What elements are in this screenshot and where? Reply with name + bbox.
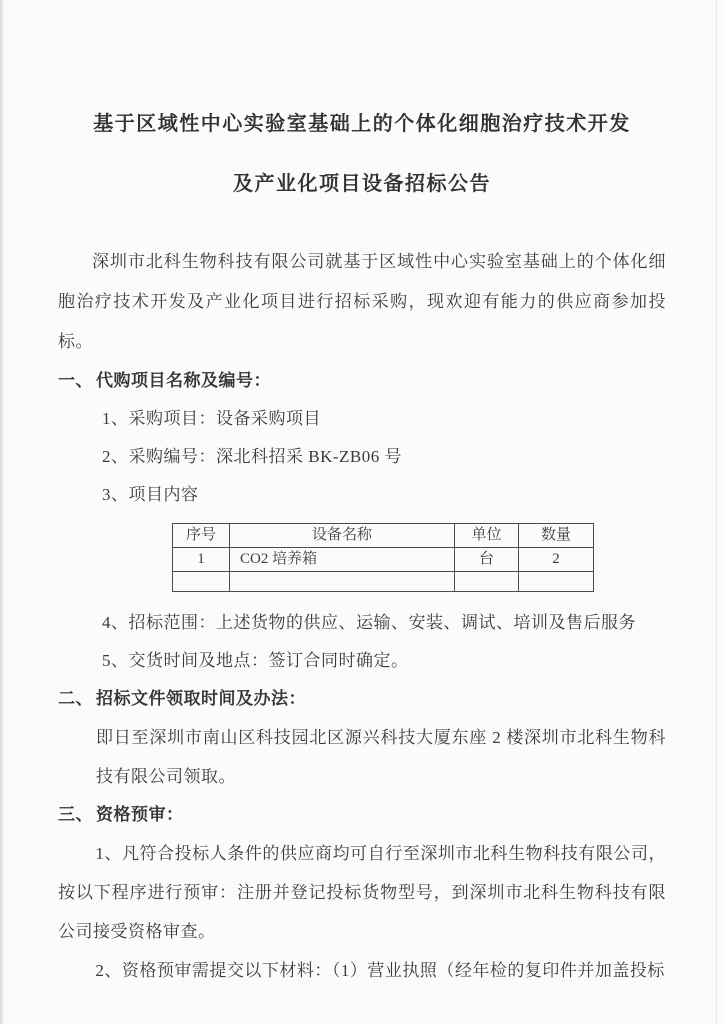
equipment-table (172, 523, 594, 592)
equipment-table-header-row (173, 524, 594, 548)
document-title-line-1: 基于区域性中心实验室基础上的个体化细胞治疗技术开发 (93, 113, 631, 135)
table-cell-qty (519, 572, 594, 592)
section-1-marker: 一、 (58, 371, 93, 390)
section-2-body: 即日至深圳市南山区科技园北区源兴科技大厦东座 2 楼深圳市北科生物科技有限公司领取。 (96, 728, 666, 786)
scan-edge-right (716, 0, 717, 1024)
section-3-marker: 三、 (58, 805, 93, 824)
intro-paragraph: 深圳市北科生物科技有限公司就基于区域性中心实验室基础上的个体化细胞治疗技术开发及产业化项目进行招标采购，现欢迎有能力的供应商参加投标。 (58, 252, 666, 351)
table-row (173, 548, 594, 572)
section-2-heading-text: 招标文件领取时间及办法： (96, 689, 306, 708)
section-1-item-1: 1、采购项目：设备采购项目 (102, 409, 321, 428)
section-1-item-2: 2、采购编号：深北科招采 BK-ZB06 号 (102, 447, 402, 466)
table-cell-seq: 1 (173, 548, 230, 572)
table-header-unit: 单位 (455, 524, 519, 548)
section-3-paragraph-1: 1、凡符合投标人条件的供应商均可自行至深圳市北科生物科技有限公司，按以下程序进行预审：注册并登记投标货物型号，到深圳市北科生物科技有限公司接受资格审查。 (58, 844, 666, 941)
table-cell-unit (455, 572, 519, 592)
table-cell-name: CO2 培养箱 (230, 548, 455, 572)
section-1-heading-text: 代购项目名称及编号： (96, 371, 271, 390)
scan-edge-left (0, 0, 4, 1024)
table-header-seq: 序号 (173, 524, 230, 548)
document-title (58, 108, 666, 200)
table-cell-name (230, 572, 455, 592)
document-content (58, 0, 666, 990)
section-3-paragraph-2: 2、资格预审需提交以下材料：（1）营业执照（经年检的复印件并加盖投标 (95, 961, 665, 980)
table-header-name: 设备名称 (230, 524, 455, 548)
section-1-item-3: 3、项目内容 (102, 485, 199, 504)
table-header-qty: 数量 (519, 524, 594, 548)
section-1-item-5: 5、交货时间及地点：签订合同时确定。 (102, 651, 409, 670)
section-1-item-4: 4、招标范围：上述货物的供应、运输、安装、调试、培训及售后服务 (102, 613, 636, 632)
table-cell-unit: 台 (455, 548, 519, 572)
table-cell-seq (173, 572, 230, 592)
section-3-heading-text: 资格预审： (96, 805, 184, 824)
section-1-heading (58, 362, 666, 400)
table-row-empty (173, 572, 594, 592)
document-title-line-2: 及产业化项目设备招标公告 (233, 173, 491, 195)
table-cell-qty: 2 (519, 548, 594, 572)
section-2-heading (58, 680, 666, 718)
section-2-marker: 二、 (58, 689, 93, 708)
section-3-heading (58, 796, 666, 834)
